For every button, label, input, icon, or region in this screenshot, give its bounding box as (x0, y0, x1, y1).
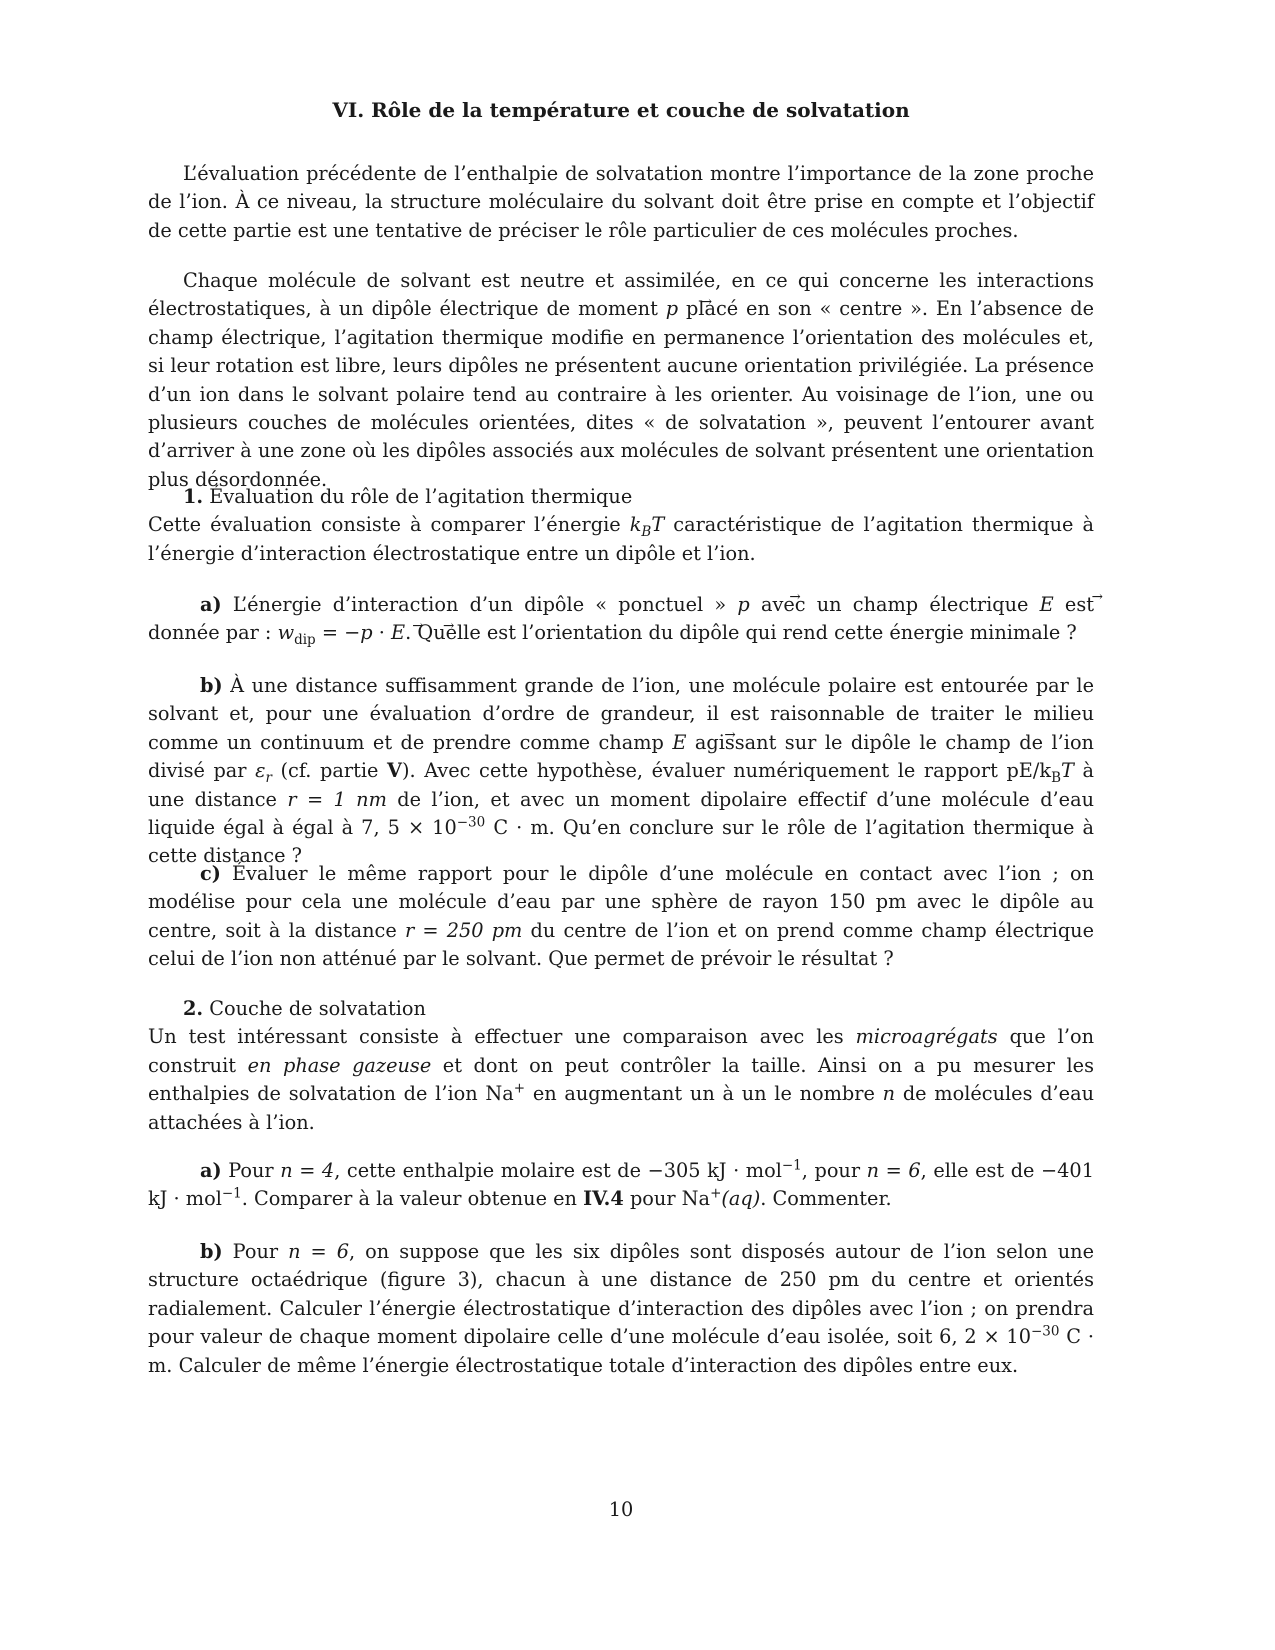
section-2 (148, 995, 1094, 1137)
question-2a-label: a) (200, 1159, 222, 1182)
question-1b-label: b) (200, 674, 223, 697)
question-1a: a) L’énergie d’interaction d’un dipôle « ponctuel » → p avec un champ électrique → E est donnée par : $w_{dip}$ = −→ p · → E. Quelle est l’orientation du dipôle qui rend cette énergie minimale ? (148, 591, 1094, 648)
dipole-paragraph-block (148, 267, 1094, 494)
section-1-heading: 1. Évaluation du rôle de l’agitation thermique (183, 485, 633, 508)
section-2-body: Un test intéressant consiste à effectuer une comparaison avec les microagrégats que l’on construit en phase gazeuse et dont on peut contrôler la taille. Ainsi on a pu mesurer les enthalpies de solvatation de l’ion Na+ en augmentant un à un le nombre n de molécules d’eau attachées à l’ion. (148, 1025, 1094, 1134)
question-1c: c) Évaluer le même rapport pour le dipôle d’une molécule en contact avec l’ion ; on modélise pour cela une molécule d’eau par une sphère de rayon 150 pm avec le dipôle au centre, soit à la distance r = 250 pm du centre de l’ion et on prend comme champ électrique celui de l’ion non atténué par le solvant. Que permet de prévoir le résultat ? (148, 862, 1094, 971)
question-2a: a) Pour n = 4, cette enthalpie molaire est de −305 kJ · mol$^{-1}$, pour n = 6, elle est de −401 kJ · mol$^{-1}$. Comparer à la valeur obtenue en IV.4 pour Na+(aq). Commenter. (148, 1157, 1094, 1211)
vector-p: → p (666, 297, 678, 320)
section-1-body: Cette évaluation consiste à comparer l’énergie $k_BT$ caractéristique de l’agitation thermique à l’énergie d’interaction électrostatique entre un dipôle et l’ion. (148, 513, 1094, 565)
page-number: 10 (608, 1498, 634, 1521)
section-2-heading: 2. Couche de solvatation (183, 997, 426, 1020)
intro-paragraph-block (148, 160, 1094, 245)
intro-paragraph: L’évaluation précédente de l’enthalpie de solvatation montre l’importance de la zone proche de l’ion. À ce niveau, la structure moléculaire du solvant doit être prise en compte et l’objectif de cette partie est une tentative de préciser le rôle particulier de ces molécules proches. (148, 162, 1094, 242)
question-1b: b) À une distance suffisamment grande de l’ion, une molécule polaire est entourée par le solvant et, pour une évaluation d’ordre de grandeur, il est raisonnable de traiter le milieu comme un continuum et de prendre comme champ → E agissant sur le dipôle le champ de l’ion divisé par $\varepsilon_r$ (cf. partie V). Avec cette hypothèse, évaluer numériquement le rapport $pE/k_BT$ à une distance r = 1 nm de l’ion, et avec un moment dipolaire effectif d’une molécule d’eau liquide égal à égal à 7, $5 \times 10^{-30}$ C · m. Qu’en conclure sur le rôle de l’agitation thermique à cette distance ? (148, 672, 1094, 871)
section-title: VI. Rôle de la température et couche de solvatation (332, 98, 910, 122)
section-1 (148, 483, 1094, 568)
question-1a-label: a) (200, 593, 222, 616)
question-2b-label: b) (200, 1240, 223, 1263)
dipole-paragraph: Chaque molécule de solvant est neutre et assimilée, en ce qui concerne les interactions électrostatiques, à un dipôle électrique de moment → p placé en son « centre ». En l’absence de champ électrique, l’agitation thermique modifie en permanence l’orientation des molécules et, si leur rotation est libre, leurs dipôles ne présentent aucune orientation privilégiée. La présence d’un ion dans le solvant polaire tend au contraire à les orienter. Au voisinage de l’ion, une ou plusieurs couches de molécules orientées, dites « de solvatation », peuvent l’entourer avant d’arriver à une zone où les dipôles associés aux molécules de solvant présentent une orientation plus désordonnée. (148, 267, 1094, 494)
question-2b: b) Pour n = 6, on suppose que les six dipôles sont disposés autour de l’ion selon une structure octaédrique (figure 3), chacun à une distance de 250 pm du centre et orientés radialement. Calculer l’énergie électrostatique d’interaction des dipôles avec l’ion ; on prendra pour valeur de chaque moment dipolaire celle d’une molécule d’eau isolée, soit 6, $2 \times 10^{-30}$ C · m. Calculer de même l’énergie électrostatique totale d’interaction des dipôles entre eux. (148, 1240, 1094, 1377)
question-1c-label: c) (200, 862, 221, 885)
